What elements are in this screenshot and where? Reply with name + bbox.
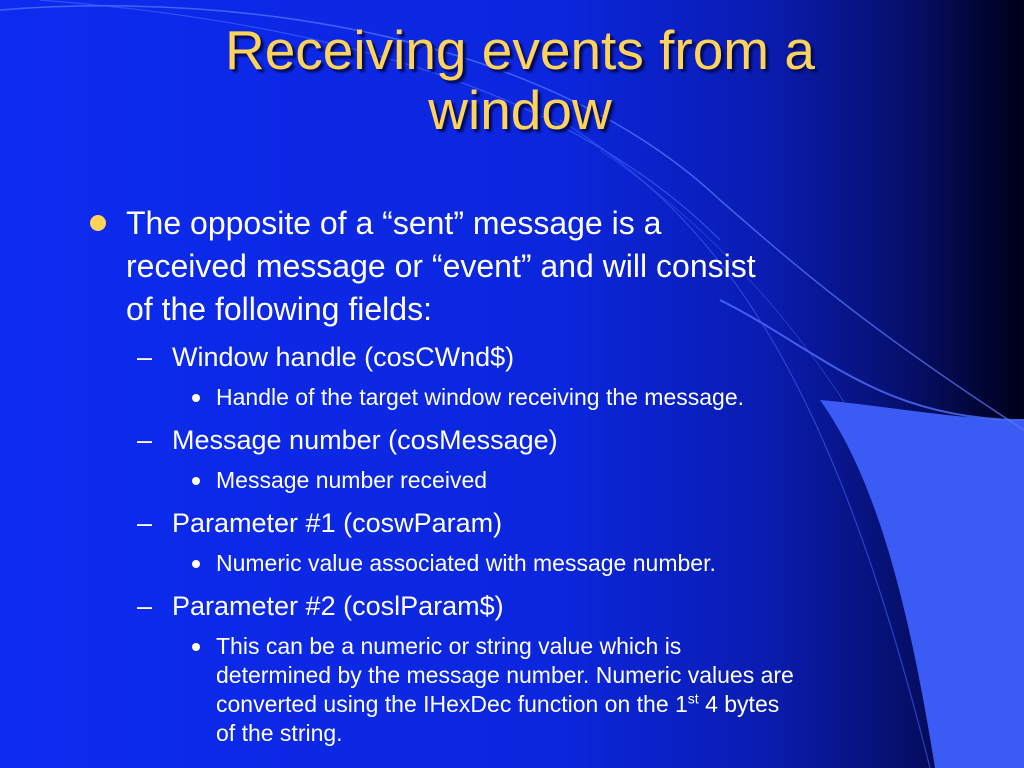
field-parameter-2: Parameter #2 (coslParam$): [172, 591, 504, 621]
title-line-2: window: [428, 79, 612, 141]
detail-line-3-post: 4 bytes: [698, 691, 780, 717]
main-bullet-text: [126, 202, 946, 331]
field-message-number-detail: Message number received: [216, 467, 488, 493]
field-parameter-1: Parameter #1 (coswParam): [172, 508, 503, 538]
field-parameter-2-detail: [216, 632, 956, 748]
sub-bullet-dot: [192, 477, 200, 485]
field-message-number: Message number (cosMessage): [172, 425, 558, 455]
superscript-st: st: [687, 690, 699, 707]
detail-line-2: determined by the message number. Numeric values are: [216, 662, 794, 688]
detail-line-3-pre: converted using the IHexDec function on the 1: [216, 691, 688, 717]
field-window-handle-detail: Handle of the target window receiving the message.: [216, 384, 745, 410]
bullet-line-3: of the following fields:: [126, 291, 432, 327]
field-parameter-1-detail: Numeric value associated with message number.: [216, 550, 716, 576]
bullet-dot: [90, 215, 106, 231]
field-window-handle: Window handle (cosCWnd$): [172, 342, 515, 372]
sub-bullet-dot: [192, 560, 200, 568]
dash-marker: –: [137, 591, 153, 621]
bullet-line-2: received message or “event” and will consist: [126, 248, 756, 284]
dash-marker: –: [137, 508, 153, 538]
bullet-line-1: The opposite of a “sent” message is a: [126, 205, 662, 241]
title-line-1: Receiving events from a: [225, 19, 815, 81]
slide-title: [100, 20, 940, 140]
dash-marker: –: [137, 425, 153, 455]
dash-marker: –: [137, 342, 153, 372]
sub-bullet-dot: [192, 643, 200, 651]
sub-bullet-dot: [192, 394, 200, 402]
detail-line-4: of the string.: [216, 720, 343, 746]
detail-line-1: This can be a numeric or string value which is: [216, 633, 682, 659]
